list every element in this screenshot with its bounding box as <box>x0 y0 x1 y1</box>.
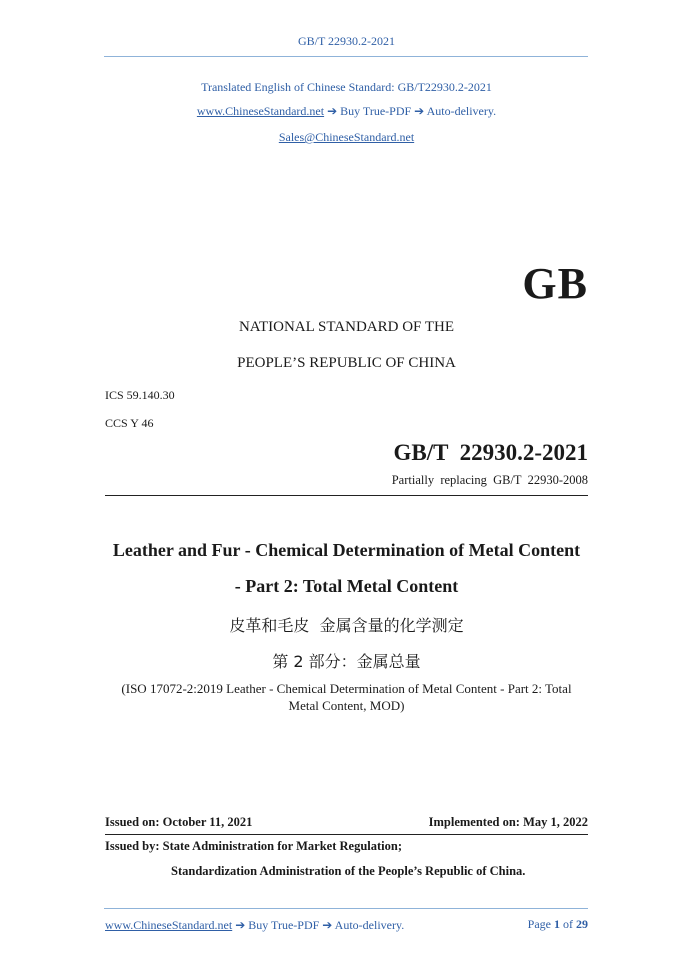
title-cn-line-2: 第 2 部分：金属总量 <box>272 652 421 671</box>
issued-by-line-1: Issued by: State Administration for Market Regulation; <box>105 839 402 853</box>
issued-date: Issued on: October 11, 2021 <box>105 815 253 829</box>
page-indicator <box>528 917 588 932</box>
gb-logo: GB <box>522 259 588 308</box>
iso-reference-line-2: Metal Content, MOD) <box>288 698 405 713</box>
site-link[interactable]: www.ChineseStandard.net <box>196 104 325 118</box>
national-line-1: NATIONAL STANDARD OF THE <box>238 319 455 335</box>
title-en-line-1: Leather and Fur - Chemical Determination of Metal Content <box>112 540 581 560</box>
implemented-date: Implemented on: May 1, 2022 <box>428 815 588 829</box>
ics-code: ICS 59.140.30 <box>105 388 175 402</box>
running-header: GB/T 22930.2-2021 <box>297 34 396 48</box>
page-of: of <box>563 917 573 931</box>
national-line-2: PEOPLE’S REPUBLIC OF CHINA <box>237 355 456 371</box>
page-current: 1 <box>554 917 560 931</box>
footer-site-link[interactable]: www.ChineseStandard.net <box>105 918 233 932</box>
replacing-note: Partially replacing GB/T 22930-2008 <box>391 473 588 487</box>
header-divider <box>104 56 588 57</box>
footer-divider <box>104 908 588 909</box>
ccs-code: CCS Y 46 <box>105 416 154 430</box>
promo-links <box>0 104 693 119</box>
page-total: 29 <box>576 917 588 931</box>
standard-divider <box>105 495 588 496</box>
sales-email-link[interactable]: Sales@ChineseStandard.net <box>278 130 415 144</box>
promo-line: Translated English of Chinese Standard: GB/T22930.2-2021 <box>201 80 492 94</box>
title-en-line-2: - Part 2: Total Metal Content <box>234 576 459 596</box>
standard-number: GB/T 22930.2-2021 <box>393 440 588 465</box>
title-cn-line-1: 皮革和毛皮 金属含量的化学测定 <box>229 616 464 635</box>
promo-email-row <box>0 130 693 145</box>
footer-links <box>105 918 404 933</box>
issued-by-line-2: Standardization Administration of the People’s Republic of China. <box>171 864 526 878</box>
page-label: Page <box>527 917 551 931</box>
buy-text: ➔ Buy True-PDF ➔ Auto-delivery. <box>324 104 497 118</box>
iso-reference-line-1: (ISO 17072-2:2019 Leather - Chemical Determination of Metal Content - Part 2: Total <box>121 681 572 696</box>
dates-divider <box>105 834 588 835</box>
footer-buy-text: ➔ Buy True-PDF ➔ Auto-delivery. <box>232 918 405 932</box>
